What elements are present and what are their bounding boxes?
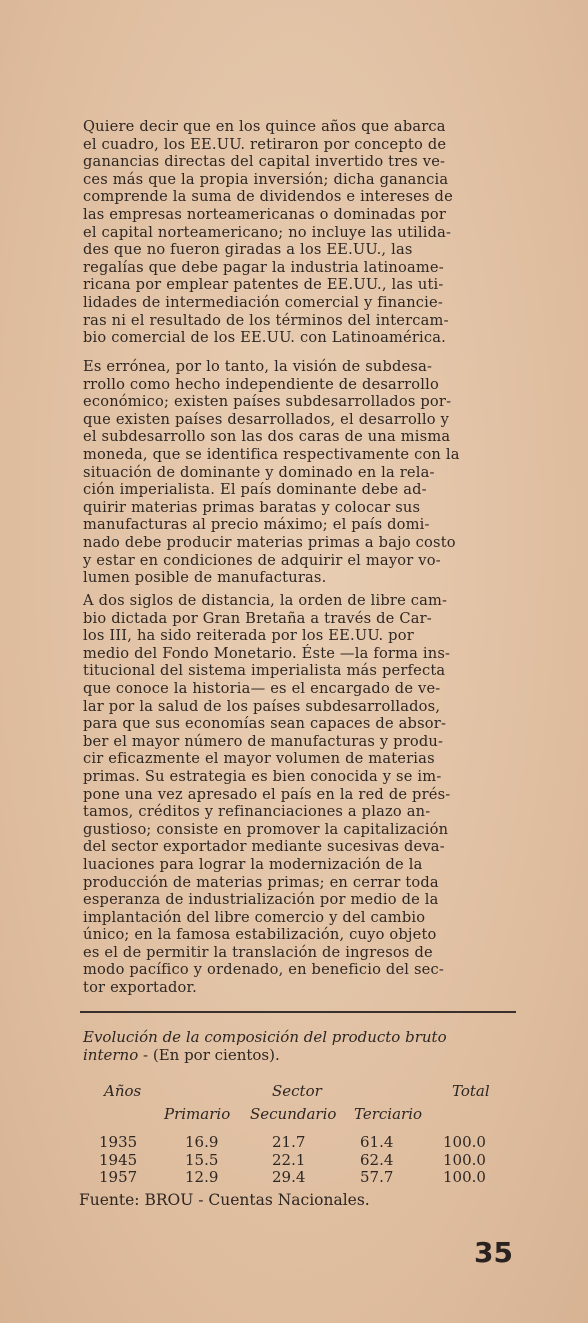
cell-primary: 16.9 (185, 1133, 219, 1151)
cell-primary: 15.5 (185, 1151, 219, 1169)
cell-primary: 12.9 (185, 1168, 219, 1186)
table-row (0, 1151, 588, 1169)
header-total: Total (452, 1082, 490, 1100)
table-caption-title: Evolución de la composición del producto bruto interno (83, 1028, 447, 1064)
section-divider (80, 1011, 516, 1013)
paragraph-1: Quiere decir que en los quince años que abarca el cuadro, los EE.UU. retiraron por concepto de ganancias directas del capital invertido tres ve- ces más que la propia inversión; dicha ganancia comprende la suma de dividendos e intereses de las empresas norteamericanas o dominadas por el capital norteamericano; no incluye las utilida- des que no fueron giradas a los EE.UU., las regalías que debe pagar la industria latinoame- ricana por emplear patentes de EE.UU., las uti- lidades de intermediación comercial y financie- ras ni el resultado de los términos del intercam- bio comercial de los EE.UU. con Latinoamérica. (83, 118, 453, 347)
table-source: Fuente: BROU - Cuentas Nacionales. (79, 1191, 370, 1209)
cell-total: 100.0 (443, 1133, 486, 1151)
table-row (0, 1133, 588, 1151)
cell-tertiary: 62.4 (360, 1151, 394, 1169)
subheader-primary: Primario (164, 1105, 231, 1123)
cell-secondary: 21.7 (272, 1133, 306, 1151)
cell-year: 1957 (99, 1168, 138, 1186)
table-caption (83, 1028, 519, 1064)
cell-year: 1935 (99, 1133, 138, 1151)
paragraph-3: A dos siglos de distancia, la orden de libre cam- bio dictada por Gran Bretaña a través de Car- los III, ha sido reiterada por los EE.UU. por medio del Fondo Monetario. Éste —la forma ins- titucional del sistema imperialista más perfecta que conoce la historia— es el encargado de ve- lar por la salud de los países subdesarrollados, para que sus economías sean capaces de absor- ber el mayor número de manufacturas y produ- cir eficazmente el mayor volumen de materias primas. Su estrategia es bien conocida y se im- pone una vez apresado el país en la red de prés- tamos, créditos y refinanciaciones a plazo an- gustioso; consiste en promover la capitalización del sector exportador mediante sucesivas deva- luaciones para lograr la modernización de la producción de materias primas; en cerrar toda esperanza de industrialización por medio de la implantación del libre comercio y del cambio único; en la famosa estabilización, cuyo objeto es el de permitir la translación de ingresos de modo pacífico y ordenado, en beneficio del sec- tor exportador. (83, 592, 451, 997)
cell-tertiary: 61.4 (360, 1133, 394, 1151)
header-sector: Sector (272, 1082, 322, 1100)
cell-total: 100.0 (443, 1168, 486, 1186)
paragraph-2: Es errónea, por lo tanto, la visión de subdesa- rrollo como hecho independiente de desarrollo económico; existen países subdesarrollados por- que existen países desarrollados, el desarrollo y el subdesarrollo son las dos caras de una misma moneda, que se identifica respectivamente con la situación de dominante y dominado en la rela- ción imperialista. El país dominante debe ad- quirir materias primas baratas y colocar sus manufacturas al precio máximo; el país domi- nado debe producir materias primas a bajo costo y estar en condiciones de adquirir el mayor vo- lumen posible de manufacturas. (83, 358, 460, 587)
cell-total: 100.0 (443, 1151, 486, 1169)
cell-tertiary: 57.7 (360, 1168, 394, 1186)
table-caption-units: - (En por cientos). (138, 1046, 280, 1064)
cell-secondary: 22.1 (272, 1151, 306, 1169)
cell-secondary: 29.4 (272, 1168, 306, 1186)
table-row (0, 1168, 588, 1186)
subheader-tertiary: Terciario (354, 1105, 423, 1123)
page-number: 35 (474, 1236, 513, 1269)
cell-year: 1945 (99, 1151, 138, 1169)
header-years: Años (104, 1082, 142, 1100)
subheader-secondary: Secundario (250, 1105, 337, 1123)
